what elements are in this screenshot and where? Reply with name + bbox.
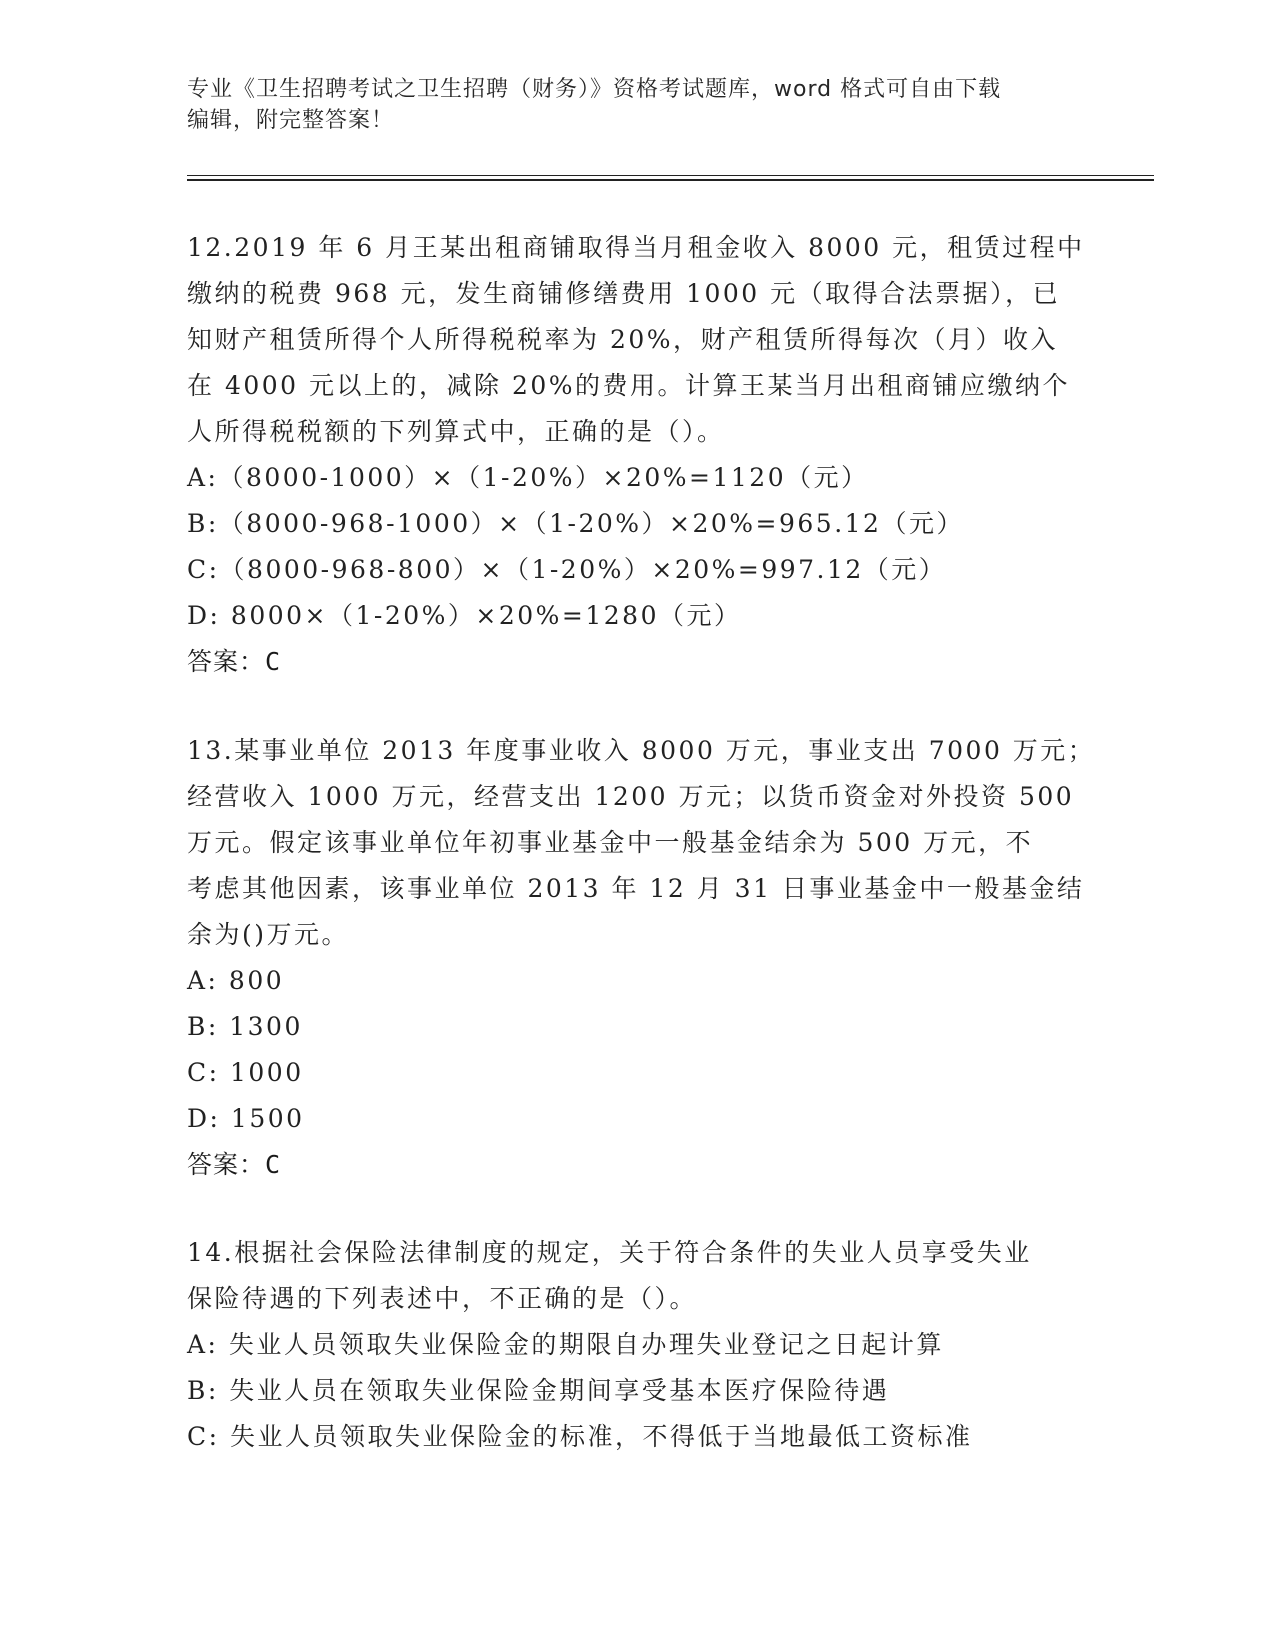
header-line-1: 专业《卫生招聘考试之卫生招聘（财务）》资格考试题库，word 格式可自由下载 xyxy=(187,77,1002,102)
question-stem-line: 知财产租赁所得个人所得税税率为 20%，财产租赁所得每次（月）收入 xyxy=(187,325,1059,354)
answer-line xyxy=(187,639,1087,685)
option-c: C: 失业人员领取失业保险金的标准，不得低于当地最低工资标准 xyxy=(187,1422,973,1451)
question-12 xyxy=(187,225,1087,685)
question-stem-line: 人所得税税额的下列算式中，正确的是（）。 xyxy=(187,417,725,446)
question-stem-line: 缴纳的税费 968 元，发生商铺修缮费用 1000 元（取得合法票据），已 xyxy=(187,279,1061,308)
question-stem-line: 14.根据社会保险法律制度的规定，关于符合条件的失业人员享受失业 xyxy=(187,1238,1032,1267)
question-stem-line: 在 4000 元以上的，减除 20%的费用。计算王某当月出租商铺应缴纳个 xyxy=(187,371,1071,400)
answer-value: C xyxy=(265,1150,282,1179)
answer-label: 答案： xyxy=(187,647,266,676)
answer-value: C xyxy=(265,647,282,676)
question-stem-line: 万元。假定该事业单位年初事业基金中一般基金结余为 500 万元，不 xyxy=(187,828,1034,857)
option-d: D: 1500 xyxy=(187,1104,305,1133)
question-stem-line: 13.某事业单位 2013 年度事业收入 8000 万元，事业支出 7000 万元； xyxy=(187,736,1096,765)
question-stem-line: 保险待遇的下列表述中，不正确的是（）。 xyxy=(187,1284,698,1313)
question-14 xyxy=(187,1230,1087,1460)
header-line-2: 编辑，附完整答案！ xyxy=(187,108,395,133)
option-a: A: 800 xyxy=(187,966,285,995)
answer-line xyxy=(187,1142,1087,1188)
option-b: B:（8000-968-1000）×（1-20%）×20%=965.12（元） xyxy=(187,509,964,538)
option-d: D: 8000×（1-20%）×20%=1280（元） xyxy=(187,601,742,630)
option-a: A:（8000-1000）×（1-20%）×20%=1120（元） xyxy=(187,463,869,492)
header-divider-thick xyxy=(187,179,1154,181)
option-b: B: 1300 xyxy=(187,1012,303,1041)
option-c: C:（8000-968-800）×（1-20%）×20%=997.12（元） xyxy=(187,555,947,584)
header-divider-thin xyxy=(187,175,1154,176)
question-stem-line: 余为()万元。 xyxy=(187,920,350,949)
question-stem-line: 经营收入 1000 万元，经营支出 1200 万元；以货币资金对外投资 500 xyxy=(187,782,1075,811)
question-13 xyxy=(187,728,1096,1188)
option-b: B: 失业人员在领取失业保险金期间享受基本医疗保险待遇 xyxy=(187,1376,890,1405)
question-stem-line: 考虑其他因素，该事业单位 2013 年 12 月 31 日事业基金中一般基金结 xyxy=(187,874,1085,903)
option-a: A: 失业人员领取失业保险金的期限自办理失业登记之日起计算 xyxy=(187,1330,944,1359)
question-stem-line: 12.2019 年 6 月王某出租商铺取得当月租金收入 8000 元，租赁过程中 xyxy=(187,233,1085,262)
document-header xyxy=(187,74,1107,136)
option-c: C: 1000 xyxy=(187,1058,304,1087)
answer-label: 答案： xyxy=(187,1150,266,1179)
